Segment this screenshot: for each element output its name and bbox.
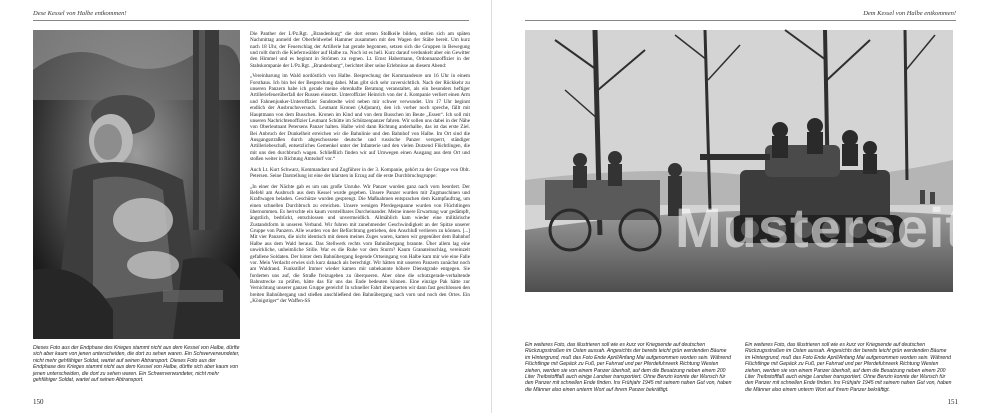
body-paragraph: „Vereinbarung im Wald nordöstlich von Halbe. Besprechung der Kommandeure um 16 Uhr in einem Forsthaus. Ich bin bei der Besprechung dabei. Man gibt sich sehr zuversichtlich. Nach der Rückkehr zu unseren Panzern habe ich gerade meine ehrenhafte Beratung veranstaltet, als ein besonders heftiger Artilleriefeuerüberfall der Russen einsetzt. Unteroffizier Heinrich von der 4. Kompanie verliert einen Arm und Fahnenjunker-Unteroffizier Sundstedte wird neben mir schwer verwundet. Um 17 Uhr beginnt endlich der Ausbruchsversuch. Leutnant Kronen (Adjutant), den ich vorher noch spreche, fällt mit Hauptmann von dem Busschen. Kronen im Kind und von dem Busschen im Beute „Essen“. Ich soll mit unseren Nachrichtenoffizier Leutnant Schütte im Schützenpanzer fahren. Wir sollen uns dabei in der Nähe von Oberleutnant Petersens Panzer halten. Halbe wird dann Richtung anderhalbe, das ist das erste Ziel. Bei Anbruch der Dunkelheit erreichen wir die Bahnlinie und den Bahnhof von Halbe. Im Ort sind die Ausgangsstraßen durch abgeschossene deutsche und russische Panzer versperrt, ständiger Artilleriebeschuß, entsetzliches Gemenkel unter der Infanterie und den vielen Dutzend Flüchtlingen, die mit uns den durchbruch wagen. Schließlich finden wir auf Umwegen einen Ausgang aus dem Ort und stoßen weiter in Richtung Amtsdorf vor.“ (250, 73, 470, 162)
page-number-right: 151 (947, 398, 958, 406)
body-text-column (250, 31, 470, 309)
watermark-musterseite: Musterseite (675, 196, 997, 259)
caption-left: Dieses Foto aus der Endphase des Krieges stammt nicht aus dem Kessel von Halbe, dürfte sich aber kaum von jenen unterscheiden, die dort zu sehen waren. Ein Schwerverwundeter, nicht mehr gehfähiger Soldat, wartet auf seinen Abtransport. Dieses Foto aus der Endphase des Krieges stammt nicht aus dem Kessel von Halbe, dürfte sich aber kaum von jenen unterscheiden, die dort zu sehen waren. Ein Schwerverwundeter, nicht mehr gehfähiger Soldat, wartet auf seinen Abtransport. (33, 345, 240, 384)
header-rule-left (33, 20, 469, 21)
running-head-right: Dem Kessel von Halbe entkommen! (863, 10, 956, 17)
caption-right-2: Ein weiteres Foto, das illustrieren soll wie es kurz vor Kriegsende auf deutschen Rückzugsstraßen im Osten aussah. Angesichts der bereits leicht grün werdenden Bäume im Hintergrund, muß das Foto Ende April/Anfang Mai aufgenommen worden sein. Während Flüchtlinge mit Gepäck zu Fuß, per Fahrrad und per Pferdefuhrwerk Richtung Westen ziehen, werden sie von einem Panzer überholt, auf dem die Besatzung neben einem 200 Liter Treibstofffaß auch einige Landser transportiert. Ohne Benzin konnte der Wunsch für den Panzer mit schnellen Ende finden. Ins Frühjahr 1945 mit seinem nahen Gut von, haben die Männer also einem unterm Wort auf ihrem Panzer bekräftigt. (745, 342, 952, 393)
body-paragraph: Die Panther der I./Pz.Rgt. „Brandenburg“ die dort ersten Stoßkeile bilden, stellen sich am späten Nachmittag anmeld der Oberfeldwebel Hammer zusammen mit den Wagen der Stäbe bereit. Um kurz nach 18 Uhr, der Feuerschlag der Artillerie hat gerade begonnen, setzen sich die Gruppen in Bewegung und rollt durch die Kiefernwälder auf Halbe zu. Noch ist es hell. Kurz darauf verdunkelt aber ein Gewitter den Himmel und es beginnt in Strömen zu regnen. Lt. Ernst Habermann, Ordonnanzoffizier in der Stabskompanie der I./Pz.Rgt. „Brandenburg“, berichtet über seine Erlebnisse an diesem Abend: (250, 31, 470, 69)
photo-tank-refugees (525, 30, 997, 292)
page-number-left: 150 (33, 398, 44, 406)
body-paragraph: Auch Lt. Kurt Schwarz, Kommandant und Zugführer in der 3. Kompanie, gehört zu der Gruppe von Oblt. Petersen. Seine Darstellung ist eine der klarsten in Erzug auf die erste Durchbruchsgruppe: (250, 166, 470, 179)
header-rule-right (525, 20, 956, 21)
photo-wounded-soldier (33, 30, 240, 339)
body-paragraph: „In einer der Nächte gab es um uns große Unruhe. Wir Panzer wurden ganz nach vorn beordert. Der Befehl am Ausbruch aus dem Kessel wurde gegeben. Unsere Panzer wurden mit Zugmaschinen und Kraftwagen beladen. Geschütze wurden gesprengt. Die Maßnahmen entsprachen dem Kampfauftrag, um einen schnellen Durchbruch zu erreichen. Unsere wenigen Pferdegespanne wurden von Flüchtlingen übernommen. Es herrschte ein kaum vorstellbares Durcheinander. Meine innere Erwartung war gedämpft, ängstlich, bedrückt, entschlossen und unvermeidlich. Allmählich kam wieder eine militärische Zustandsform in unseren Verband. Wir fuhren mit zunehmender Geschwindigkeit an der Spitze unserer Gruppe von Panzern. Alle wurden von der Befürchtung getrieben, den Anschluß verlieren zu können. [...] Mit vier Panzern, die nicht identisch mit denen meines Zuges waren, kamen wir gegenüber dem Bahnhof Halbe aus dem Wald heraus. Das Stellwerk rechts vom Bahnübergang brannte. Über allem lag eine unwirkliche, unheimliche Stille. War es die Ruhe vor dem Sturm? Kaum Granateinschlag, vereinzelt gefallene Soldaten. Der hinter dem Bahnübergang liegende Ortseingang von Halbe kam mir wie eine Falle vor. Mein Verdacht erwies sich kurz danach als berechtigt. Wir hätten mit unseren Panzern zunächst noch am Waldrand. Funkstille! Immer wieder kamen mir unbekannte höhere Dienstgrade entgegen. Sie forderten uns auf, die Straße freizugeben zu überqueren. Aber ohne die schutzgerade-verhaltende Bahnstrecke zu prüfen, hätte das für uns das Ende bedeuten können. Eine einzige Pak hätte zur Vernichtung unserer ganzen Gruppe gereicht! In schneller Fahrt überquerten wir dann fast geschlossen den breiten Bahnübergang und stießen anschließend den Bahnübergang nach vorn und noch den Ortes. Ein „Königstiger“ der Waffen-SS (250, 183, 470, 304)
caption-right-1: Ein weiteres Foto, das illustrieren soll wie es kurz vor Kriegsende auf deutschen Rückzugsstraßen im Osten aussah. Angesichts der bereits leicht grün werdenden Bäume im Hintergrund, muß das Foto Ende April/Anfang Mai aufgenommen worden sein. Während Flüchtlinge mit Gepäck zu Fuß, per Fahrrad und per Pferdefuhrwerk Richtung Westen ziehen, werden sie von einem Panzer überholt, auf dem die Besatzung neben einem 200 Liter Treibstofffaß auch einige Landser transportiert. Ohne Benzin konnte der Wunsch für den Panzer mit schnellen Ende finden. Ins Frühjahr 1945 mit seinem nahen Gut von, haben die Männer also einen unterm Wort auf ihrem Panzer bekräftigt. (525, 342, 732, 393)
photo-wounded-soldier-image (33, 30, 240, 339)
running-head-left: Dese Kessel von Halbe entkommen! (33, 10, 127, 17)
left-page (0, 0, 492, 413)
